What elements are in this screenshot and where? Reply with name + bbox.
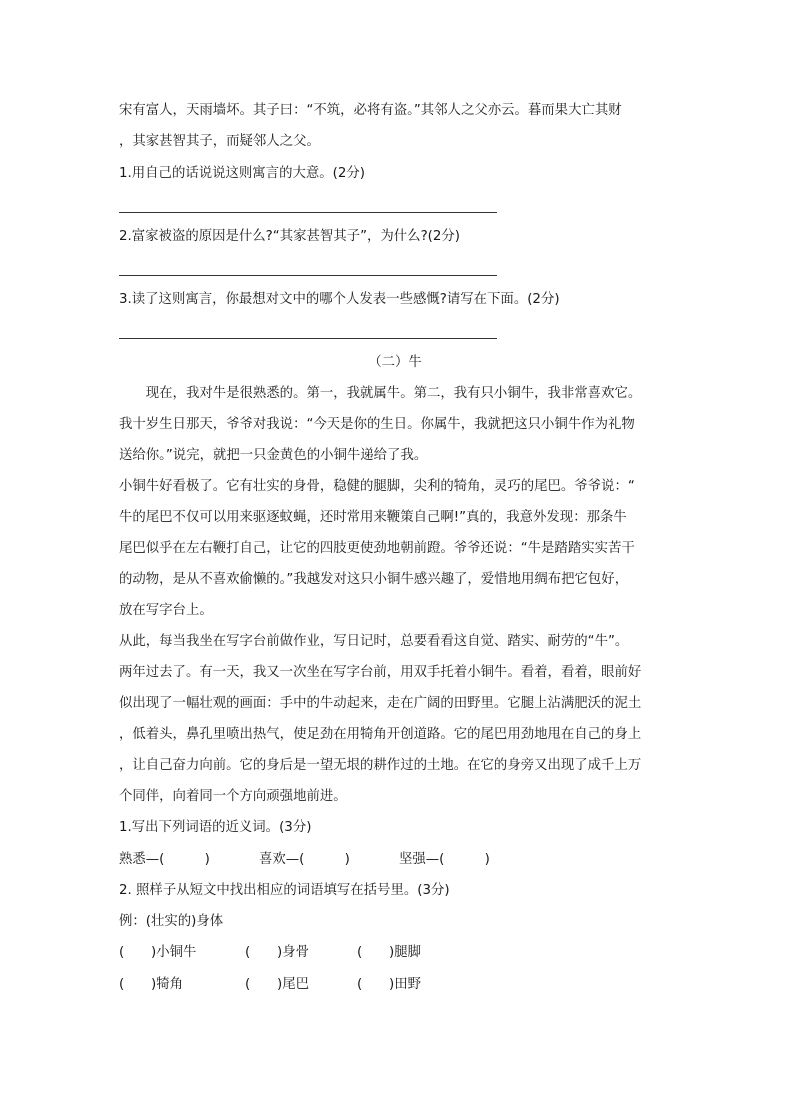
passage2-line: 尾巴似乎在左右鞭打自己，让它的四肢更使劲地朝前蹬。爷爷还说：“牛是踏踏实实苦干 bbox=[119, 541, 635, 556]
fill-item[interactable]: ( )小铜牛 bbox=[119, 945, 197, 960]
passage2-line: 放在写字台上。 bbox=[119, 603, 213, 618]
question-synonyms: 1.写出下列词语的近义词。(3分) bbox=[119, 820, 312, 835]
passage1-line: 宋有富人，天雨墙坏。其子曰：“不筑，必将有盗。”其邻人之父亦云。暮而果大亡其财 bbox=[119, 103, 622, 118]
fill-item[interactable]: ( )腿脚 bbox=[357, 945, 422, 960]
fill-item[interactable]: ( )田野 bbox=[357, 977, 422, 992]
answer-line[interactable] bbox=[119, 338, 497, 339]
question-3: 3.读了这则寓言，你最想对文中的哪个人发表一些感慨?请写在下面。(2分) bbox=[119, 292, 560, 307]
fill-item[interactable]: ( )身骨 bbox=[245, 945, 310, 960]
passage2-line: 现在，我对牛是很熟悉的。第一，我就属牛。第二，我有只小铜牛，我非常喜欢它。 bbox=[119, 386, 642, 401]
passage2-line: 的动物，是从不喜欢偷懒的。”我越发对这只小铜牛感兴趣了，爱惜地用绸布把它包好， bbox=[119, 572, 629, 587]
passage2-line: 个同伴，向着同一个方向顽强地前进。 bbox=[119, 789, 347, 804]
passage2-line: 送给你。”说完，就把一只金黄色的小铜牛递给了我。 bbox=[119, 448, 428, 463]
synonym-item[interactable]: 坚强—( ) bbox=[399, 852, 490, 867]
question-2: 2.富家被盗的原因是什么?“其家甚智其子”，为什么?(2分) bbox=[119, 229, 461, 244]
passage2-line: 我十岁生日那天，爷爷对我说：“今天是你的生日。你属牛，我就把这只小铜牛作为礼物 bbox=[119, 417, 635, 432]
passage2-line: 似出现了一幅壮观的画面：手中的牛动起来，走在广阔的田野里。它腿上沾满肥沃的泥土 bbox=[119, 696, 642, 711]
passage2-line: 牛的尾巴不仅可以用来驱逐蚊蝇，还时常用来鞭策自己啊!”真的，我意外发现：那条牛 bbox=[119, 510, 627, 525]
answer-line[interactable] bbox=[119, 275, 497, 276]
synonym-item[interactable]: 喜欢—( ) bbox=[259, 852, 350, 867]
passage2-line: ，低着头，鼻孔里喷出热气，使足劲在用犄角开创道路。它的尾巴用劲地甩在自己的身上 bbox=[119, 727, 642, 742]
question-1: 1.用自己的话说说这则寓言的大意。(2分) bbox=[119, 166, 365, 181]
example-line: 例：(壮实的)身体 bbox=[119, 914, 224, 929]
synonym-item[interactable]: 熟悉—( ) bbox=[119, 852, 210, 867]
section-title: （二）牛 bbox=[368, 355, 422, 370]
passage2-line: 小铜牛好看极了。它有壮实的身骨，稳健的腿脚，尖利的犄角，灵巧的尾巴。爷爷说：“ bbox=[119, 479, 635, 494]
fill-item[interactable]: ( )犄角 bbox=[119, 977, 184, 992]
passage2-line: 两年过去了。有一天，我又一次坐在写字台前，用双手托着小铜牛。看着，看着，眼前好 bbox=[119, 665, 642, 680]
passage2-line: 从此，每当我坐在写字台前做作业，写日记时，总要看看这自觉、踏实、耐劳的“牛”。 bbox=[119, 634, 629, 649]
fill-item[interactable]: ( )尾巴 bbox=[245, 977, 310, 992]
question-fill: 2. 照样子从短文中找出相应的词语填写在括号里。(3分) bbox=[119, 883, 450, 898]
answer-line[interactable] bbox=[119, 212, 497, 213]
passage1-line: ，其家甚智其子，而疑邻人之父。 bbox=[119, 134, 320, 149]
passage2-line: ，让自己奋力向前。它的身后是一望无垠的耕作过的土地。在它的身旁又出现了成千上万 bbox=[119, 758, 642, 773]
